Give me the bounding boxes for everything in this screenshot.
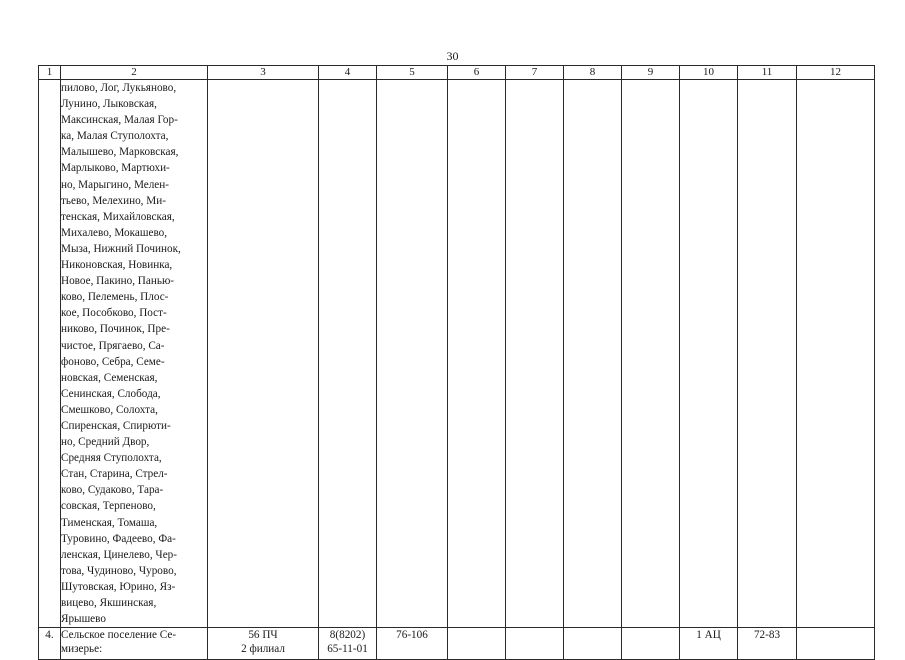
table-cell: [377, 80, 448, 628]
range-cell: 76-106: [377, 628, 448, 660]
settlements-line: но, Средний Двор,: [61, 436, 150, 449]
phone-code-line: 8(8202): [329, 629, 366, 642]
settlements-line: Сенинская, Слобода,: [61, 387, 161, 400]
settlements-list-cell: [61, 80, 208, 628]
table-cell: [797, 628, 875, 660]
settlements-line: Стан, Старина, Стрел-: [61, 468, 168, 481]
settlements-line: ка, Малая Ступолохта,: [61, 130, 169, 143]
column-number: 1: [39, 66, 61, 80]
document-table: [38, 65, 875, 660]
table-cell: [622, 80, 680, 628]
settlements-line: тенская, Михайловская,: [61, 210, 175, 223]
phone-cell: [319, 628, 377, 660]
settlements-line: никово, Починок, Пре-: [61, 323, 170, 336]
table-row: [39, 80, 875, 628]
settlements-line: ково, Пелемень, Плос-: [61, 291, 169, 304]
settlements-line: чистое, Прягаево, Са-: [61, 339, 165, 352]
fire-unit-line: 56 ПЧ: [248, 629, 278, 642]
table-cell: [208, 80, 319, 628]
page-number: 30: [446, 49, 459, 63]
settlements-line: Малышево, Марковская,: [61, 146, 179, 159]
vehicle-cell: 1 АЦ: [680, 628, 738, 660]
settlements-line: но, Марыгино, Мелен-: [61, 178, 169, 191]
settlements-line: Тименская, Томаша,: [61, 516, 158, 529]
table-row: [39, 628, 875, 660]
settlements-line: новская, Семенская,: [61, 371, 158, 384]
settlements-line: пилово, Лог, Лукьяново,: [61, 82, 177, 94]
settlements-line: ленская, Цинелево, Чер-: [61, 548, 177, 561]
settlements-line: Максинская, Малая Гор-: [61, 114, 178, 127]
column-number: 10: [680, 66, 738, 80]
table-cell: [622, 628, 680, 660]
column-number-row: [39, 66, 875, 80]
table-cell: [506, 628, 564, 660]
settlements-line: Туровино, Фадеево, Фа-: [61, 532, 176, 545]
column-number: 8: [564, 66, 622, 80]
settlements-line: Никоновская, Новинка,: [61, 259, 173, 272]
settlements-line: Смешково, Солохта,: [61, 403, 158, 416]
table-cell: [448, 628, 506, 660]
settlements-line: Новое, Пакино, Панью-: [61, 275, 175, 288]
fire-unit-line: 2 филиал: [241, 643, 285, 656]
settlements-line: Шутовская, Юрино, Яз-: [61, 580, 176, 593]
settlements-line: Марлыково, Мартюхи-: [61, 162, 170, 175]
table-cell: [319, 80, 377, 628]
fire-unit-cell: [208, 628, 319, 660]
settlements-line: Спиренская, Спирюти-: [61, 419, 171, 432]
settlement-name-line: Сельское поселение Се-: [61, 629, 177, 642]
settlement-name-cell: [61, 628, 208, 660]
column-number: 3: [208, 66, 319, 80]
column-number: 2: [61, 66, 208, 80]
settlements-line: тьево, Мелехино, Ми-: [61, 194, 166, 207]
column-number: 6: [448, 66, 506, 80]
column-number: 9: [622, 66, 680, 80]
column-number: 11: [738, 66, 797, 80]
table-cell: [680, 80, 738, 628]
range-cell: 72-83: [738, 628, 797, 660]
table-cell: [738, 80, 797, 628]
settlements-line: Михалево, Мокашево,: [61, 226, 168, 239]
row-number-cell: 4.: [39, 628, 61, 660]
column-number: 12: [797, 66, 875, 80]
table-cell: [39, 80, 61, 628]
settlements-line: Мыза, Нижний Починок,: [61, 242, 181, 255]
column-number: 7: [506, 66, 564, 80]
table-cell: [564, 80, 622, 628]
column-number: 4: [319, 66, 377, 80]
table-cell: [564, 628, 622, 660]
settlements-line: фоново, Себра, Семе-: [61, 355, 165, 368]
table-cell: [797, 80, 875, 628]
phone-number-line: 65-11-01: [327, 643, 368, 656]
settlement-name-line: мизерье:: [61, 643, 103, 656]
settlements-line: ково, Судаково, Тара-: [61, 484, 164, 497]
settlements-line: Ярышево: [61, 613, 106, 626]
column-number: 5: [377, 66, 448, 80]
settlements-line: Лунино, Лыковская,: [61, 98, 157, 111]
settlements-line: кое, Пособково, Пост-: [61, 307, 167, 320]
settlements-line: Средняя Ступолохта,: [61, 452, 162, 465]
settlements-line: това, Чудиново, Чурово,: [61, 564, 177, 577]
settlements-line: вицево, Якшинская,: [61, 597, 157, 609]
table-cell: [506, 80, 564, 628]
settlements-line: совская, Терпеново,: [61, 500, 156, 513]
table-cell: [448, 80, 506, 628]
